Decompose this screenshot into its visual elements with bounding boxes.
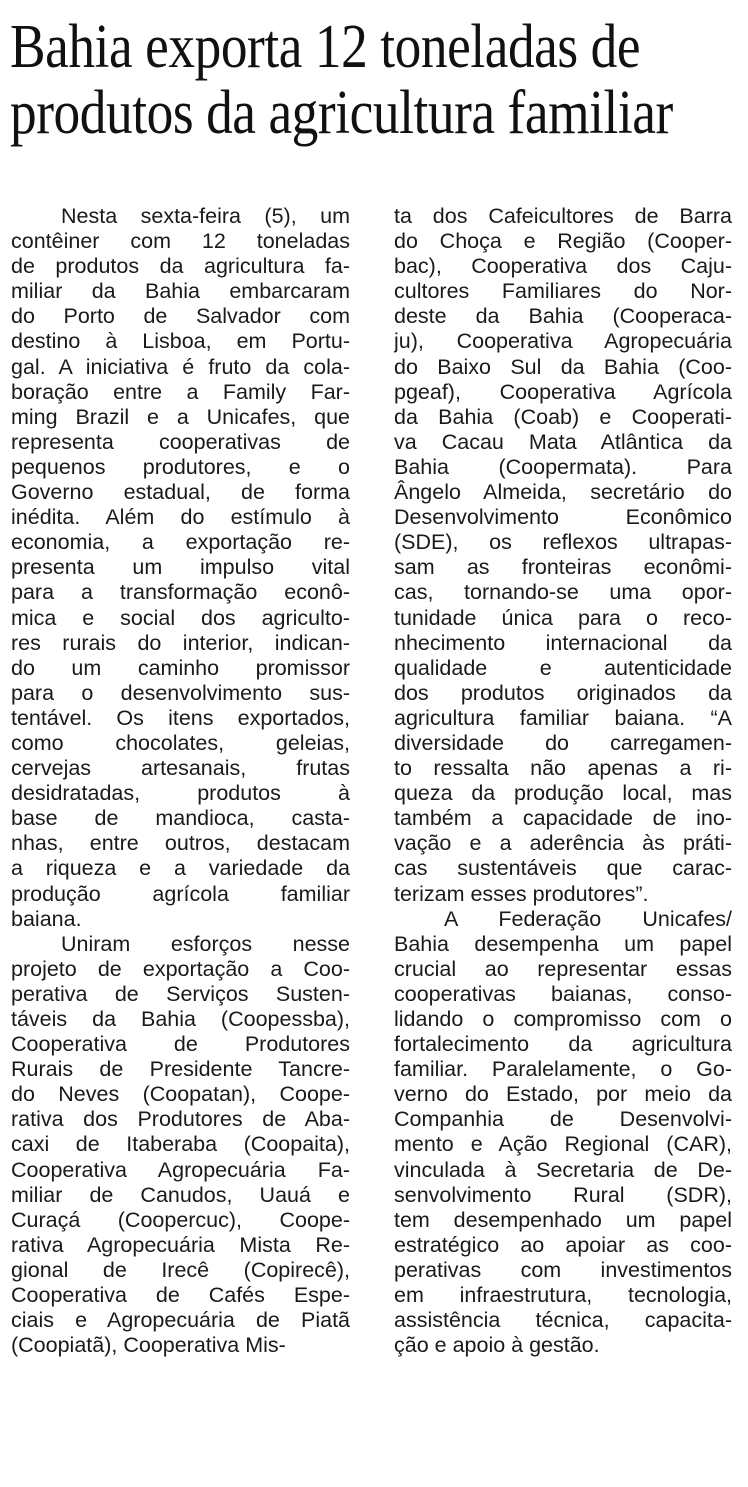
text-line-content: Companhia de Desenvolvi- — [394, 1107, 732, 1132]
text-line — [11, 656, 350, 681]
text-line-content: Cooperativa de Produtores — [11, 1032, 350, 1057]
text-line-content: Ângelo Almeida, secretário do — [394, 480, 732, 505]
text-line — [394, 405, 732, 430]
text-line — [394, 304, 732, 329]
text-line-content: ta dos Cafeicultores de Barra — [394, 204, 732, 228]
text-line-content: deste da Bahia (Cooperaca- — [394, 304, 732, 329]
text-line-content: em infraestrutura, tecnologia, — [394, 1283, 732, 1308]
text-line — [394, 580, 732, 605]
text-line-content: para a transformação econô- — [11, 580, 350, 605]
text-line-content: cas, tornando-se uma opor- — [394, 580, 732, 605]
text-line-content: qualidade e autenticidade — [394, 655, 732, 680]
text-line — [394, 706, 732, 731]
text-line — [11, 1308, 350, 1333]
text-line — [394, 882, 732, 907]
text-line — [11, 405, 350, 430]
text-line-content: familiar. Paralelamente, o Go- — [394, 1057, 732, 1082]
text-line-content: Nesta sexta-feira (5), um — [61, 204, 350, 228]
text-line — [394, 355, 732, 380]
text-line — [394, 756, 732, 781]
text-line-content: cervejas artesanais, frutas — [11, 756, 350, 781]
text-line-content: va Cacau Mata Atlântica da — [394, 429, 732, 454]
text-line — [394, 907, 732, 932]
text-line — [11, 1107, 350, 1132]
text-line — [11, 254, 350, 279]
text-line-content: contêiner com 12 toneladas — [11, 229, 350, 254]
text-line-content: cooperativas baianas, conso- — [394, 981, 732, 1006]
text-line-content: desidratadas, produtos à — [11, 781, 350, 806]
text-line — [394, 1032, 732, 1057]
text-line — [11, 1007, 350, 1032]
text-line-content: destino à Lisboa, em Portu- — [11, 329, 350, 354]
text-line-content: queza da produção local, mas — [394, 781, 732, 806]
text-line — [394, 1183, 732, 1208]
article-column-left — [11, 204, 350, 1358]
text-line-content: pequenos produtores, e o — [11, 454, 350, 479]
text-line — [394, 781, 732, 806]
text-line — [11, 279, 350, 304]
text-line-content: também a capacidade de ino- — [394, 806, 732, 831]
text-line — [394, 806, 732, 831]
text-line — [11, 982, 350, 1007]
text-line-content: pgeaf), Cooperativa Agrícola — [394, 379, 732, 404]
text-line-content: gional de Irecê (Copirecê), — [11, 1257, 350, 1282]
text-line-content: lidando o compromisso com o — [394, 1007, 732, 1031]
text-line-content: Curaçá (Coopercuc), Coope- — [11, 1207, 350, 1232]
text-line — [394, 1308, 732, 1333]
text-line — [11, 681, 350, 706]
text-line — [394, 1132, 732, 1157]
text-line-content: caxi de Itaberaba (Coopaita), — [11, 1132, 350, 1157]
text-line — [394, 1208, 732, 1233]
text-line — [11, 304, 350, 329]
text-line-content: nhecimento internacional da — [394, 630, 732, 655]
text-line-content: dos produtos originados da — [394, 680, 732, 705]
text-line-content: perativa de Serviços Susten- — [11, 981, 350, 1006]
text-line — [394, 1283, 732, 1308]
text-line-content: miliar de Canudos, Uauá e — [11, 1182, 350, 1207]
text-line — [11, 1057, 350, 1082]
text-line — [11, 1183, 350, 1208]
text-line — [11, 480, 350, 505]
text-line-content: boração entre a Family Far- — [11, 379, 350, 404]
text-line-content: sam as fronteiras econômi- — [394, 555, 732, 580]
text-line-content: inédita. Além do estímulo à — [11, 505, 350, 530]
text-line-content: representa cooperativas de — [11, 429, 350, 454]
text-line-content: perativas com investimentos — [394, 1257, 732, 1282]
text-line — [11, 731, 350, 756]
text-line-content: base de mandioca, casta- — [11, 806, 350, 831]
text-line-content: bac), Cooperativa dos Caju- — [394, 254, 732, 279]
text-line-content: vação e a aderência às práti- — [394, 831, 732, 856]
text-line — [394, 1007, 732, 1032]
text-line — [11, 631, 350, 656]
text-line — [394, 1333, 732, 1358]
text-line — [11, 957, 350, 982]
text-line-content: para o desenvolvimento sus- — [11, 680, 350, 705]
text-line-content: da Bahia (Coab) e Cooperati- — [394, 404, 732, 429]
text-line-content: Cooperativa de Cafés Espe- — [11, 1283, 350, 1308]
text-line-content: Rurais de Presidente Tancre- — [11, 1057, 350, 1082]
text-line — [394, 1107, 732, 1132]
text-line-content: baiana. — [11, 906, 82, 931]
text-line — [394, 982, 732, 1007]
text-line — [11, 1333, 350, 1358]
text-line — [394, 380, 732, 405]
text-line — [394, 631, 732, 656]
text-line — [394, 957, 732, 982]
text-line-content: nhas, entre outros, destacam — [11, 831, 350, 856]
text-line — [11, 756, 350, 781]
text-line — [394, 1158, 732, 1183]
text-line — [394, 681, 732, 706]
text-line — [394, 555, 732, 580]
text-line — [11, 1082, 350, 1107]
text-line-content: tunidade única para o reco- — [394, 605, 732, 630]
text-line-content: miliar da Bahia embarcaram — [11, 279, 350, 304]
text-line-content: diversidade do carregamen- — [394, 730, 732, 755]
text-line — [394, 279, 732, 304]
text-line — [11, 380, 350, 405]
text-line-content: produção agrícola familiar — [11, 881, 350, 906]
text-line — [11, 229, 350, 254]
text-line — [11, 580, 350, 605]
text-line — [11, 1032, 350, 1057]
headline-line-2: produtos da agricultura familiar — [10, 79, 673, 147]
text-line — [394, 480, 732, 505]
text-line — [11, 355, 350, 380]
text-line-content: ju), Cooperativa Agropecuária — [394, 329, 732, 354]
text-line — [11, 831, 350, 856]
text-line — [394, 831, 732, 856]
text-line — [11, 856, 350, 881]
text-line-content: crucial ao representar essas — [394, 956, 732, 981]
text-line-content: (SDE), os reflexos ultrapas- — [394, 530, 732, 555]
text-line — [11, 1258, 350, 1283]
text-line — [11, 806, 350, 831]
text-line-content: rativa dos Produtores de Aba- — [11, 1107, 350, 1132]
text-line — [394, 606, 732, 631]
article-column-right — [394, 204, 732, 1358]
text-line-content: gal. A iniciativa é fruto da cola- — [11, 354, 350, 379]
text-line — [394, 229, 732, 254]
text-line-content: do Choça e Região (Cooper- — [394, 229, 732, 254]
text-line — [11, 781, 350, 806]
text-line-content: cas sustentáveis que carac- — [394, 856, 732, 881]
text-line-content: presenta um impulso vital — [11, 555, 350, 580]
text-line — [394, 1233, 732, 1258]
text-line-content: vinculada à Secretaria de De- — [394, 1157, 732, 1182]
text-line — [394, 329, 732, 354]
text-line — [394, 455, 732, 480]
text-line — [394, 254, 732, 279]
text-line-content: estratégico ao apoiar as coo- — [394, 1232, 732, 1257]
text-line — [394, 731, 732, 756]
text-line — [394, 1057, 732, 1082]
text-line-content: tentável. Os itens exportados, — [11, 705, 350, 730]
text-line-content: agricultura familiar baiana. “A — [394, 705, 732, 730]
article-headline — [10, 13, 673, 147]
text-line-content: do Neves (Coopatan), Coope- — [11, 1082, 350, 1107]
text-line-content: Cooperativa Agropecuária Fa- — [11, 1157, 350, 1182]
text-line-content: res rurais do interior, indican- — [11, 630, 350, 655]
text-line — [394, 932, 732, 957]
text-line — [11, 1158, 350, 1183]
text-line-content: senvolvimento Rural (SDR), — [394, 1182, 732, 1207]
text-line — [394, 530, 732, 555]
text-line-content: do um caminho promissor — [11, 655, 350, 680]
text-line-content: Uniram esforços nesse — [61, 931, 350, 956]
text-line — [11, 706, 350, 731]
text-line-content: do Porto de Salvador com — [11, 304, 350, 329]
text-line-content: Governo estadual, de forma — [11, 480, 350, 505]
text-line-content: economia, a exportação re- — [11, 530, 350, 555]
text-line-content: projeto de exportação a Coo- — [11, 956, 350, 981]
text-line — [11, 907, 350, 932]
text-line-content: fortalecimento da agricultura — [394, 1032, 732, 1057]
text-line-content: A Federação Unicafes/ — [444, 906, 732, 931]
text-line — [394, 856, 732, 881]
text-line-content: mica e social dos agriculto- — [11, 605, 350, 630]
text-line-content: to ressalta não apenas a ri- — [394, 756, 732, 781]
text-line-content: Desenvolvimento Econômico — [394, 505, 732, 530]
text-line — [11, 1208, 350, 1233]
text-line-content: ciais e Agropecuária de Piatã — [11, 1308, 350, 1333]
text-line-content: Bahia desempenha um papel — [394, 931, 732, 956]
text-line-content: cultores Familiares do Nor- — [394, 279, 732, 304]
text-line — [394, 204, 732, 229]
text-line — [394, 430, 732, 455]
headline-line-1: Bahia exporta 12 toneladas de — [10, 13, 641, 81]
text-line — [11, 1132, 350, 1157]
text-line-content: Bahia (Coopermata). Para — [394, 454, 732, 479]
text-line-content: (Coopiatã), Cooperativa Mis- — [11, 1333, 286, 1358]
text-line-content: do Baixo Sul da Bahia (Coo- — [394, 354, 732, 379]
text-line — [11, 204, 350, 229]
text-line-content: táveis da Bahia (Coopessba), — [11, 1007, 350, 1031]
text-line-content: rativa Agropecuária Mista Re- — [11, 1232, 350, 1257]
text-line — [11, 1283, 350, 1308]
text-line — [11, 530, 350, 555]
text-line — [11, 505, 350, 530]
text-line-content: ming Brazil e a Unicafes, que — [11, 404, 350, 429]
text-line-content: verno do Estado, por meio da — [394, 1082, 732, 1107]
text-line-content: como chocolates, geleias, — [11, 730, 350, 755]
text-line-content: a riqueza e a variedade da — [11, 856, 350, 881]
text-line-content: tem desempenhado um papel — [394, 1207, 732, 1232]
text-line — [11, 430, 350, 455]
text-line-content: de produtos da agricultura fa- — [11, 254, 350, 279]
text-line-content: assistência técnica, capacita- — [394, 1308, 732, 1333]
text-line-content: terizam esses produtores”. — [394, 881, 649, 906]
text-line — [11, 606, 350, 631]
text-line — [11, 1233, 350, 1258]
text-line — [11, 455, 350, 480]
text-line — [11, 932, 350, 957]
text-line — [11, 555, 350, 580]
text-line — [394, 656, 732, 681]
text-line — [394, 1082, 732, 1107]
text-line — [394, 505, 732, 530]
text-line — [11, 882, 350, 907]
text-line — [11, 329, 350, 354]
text-line-content: mento e Ação Regional (CAR), — [394, 1132, 732, 1157]
text-line-content: ção e apoio à gestão. — [394, 1333, 600, 1358]
text-line — [394, 1258, 732, 1283]
